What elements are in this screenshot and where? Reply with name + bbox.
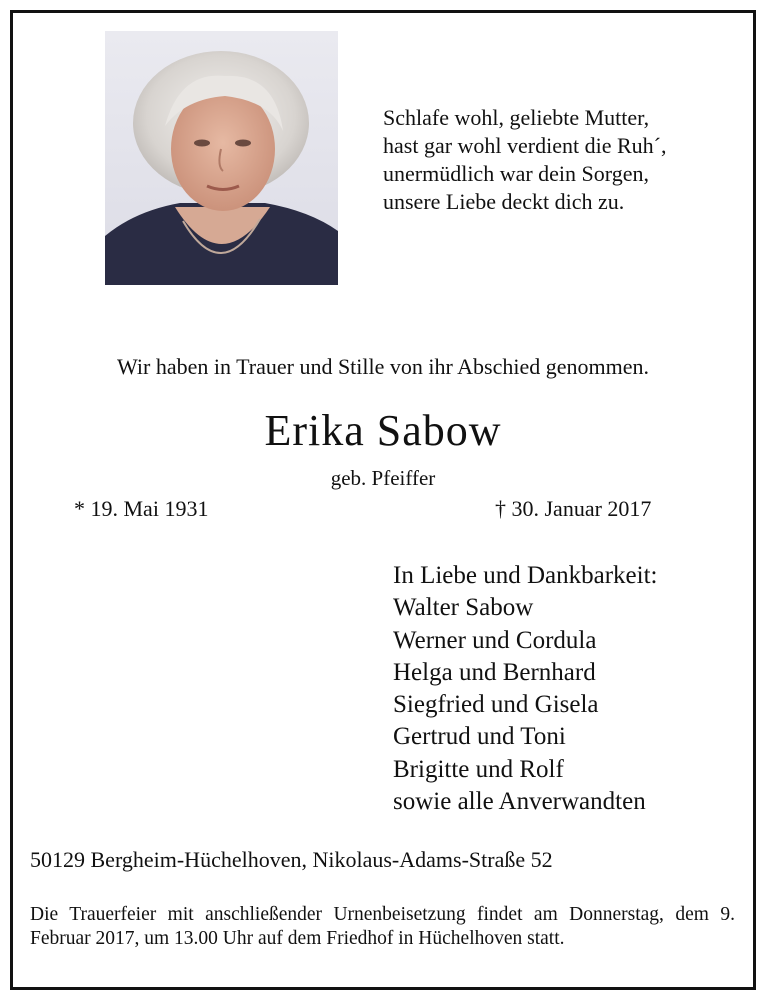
funeral-notice: Die Trauerfeier mit anschließender Urnenbeisetzung findet am Donnerstag, dem 9. Februar 2017, um 13.00 Uhr auf dem Friedhof in Hüchelhoven statt. (30, 904, 735, 949)
death-date: † 30. Januar 2017 (495, 496, 652, 521)
portrait-photo (105, 31, 338, 285)
poem-line: Schlafe wohl, geliebte Mutter, (383, 105, 650, 130)
deceased-name: Erika Sabow (264, 406, 502, 455)
poem (383, 104, 667, 216)
birth-date: * 19. Mai 1931 (74, 496, 209, 521)
birth-name: geb. Pfeiffer (330, 466, 436, 490)
portrait-image (105, 31, 338, 285)
poem-line: hast gar wohl verdient die Ruh´, (383, 133, 667, 158)
family-address: 50129 Bergheim-Hüchelhoven, Nikolaus-Adams-Straße 52 (30, 847, 553, 872)
mourner-name: Helga und Bernhard (393, 658, 596, 686)
mourner-name: Siegfried und Gisela (393, 691, 599, 719)
mourners-heading: In Liebe und Dankbarkeit: (393, 562, 658, 589)
intro-text: Wir haben in Trauer und Stille von ihr Abschied genommen. (117, 354, 649, 379)
mourner-name: Gertrud und Toni (393, 723, 566, 751)
mourner-name: Brigitte und Rolf (393, 755, 564, 783)
mourner-name: sowie alle Anverwandten (393, 788, 646, 816)
mourner-name: Werner und Cordula (393, 626, 597, 654)
poem-line: unermüdlich war dein Sorgen, (383, 161, 649, 186)
poem-line: unsere Liebe deckt dich zu. (383, 189, 625, 214)
mourners-list (393, 560, 658, 818)
mourner-name: Walter Sabow (393, 594, 534, 622)
